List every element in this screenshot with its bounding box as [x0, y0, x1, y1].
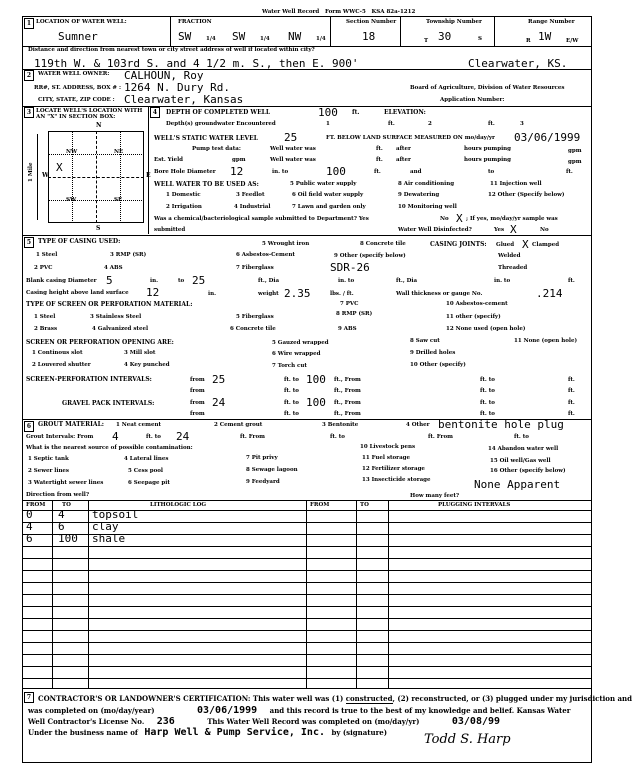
grav-ft-from: ft., From [334, 400, 361, 406]
joints-label: CASING JOINTS: [430, 241, 487, 248]
contam-12[interactable]: 12 Fertilizer storage [362, 466, 425, 472]
form-header [262, 9, 415, 15]
grout-3[interactable]: 3 Bentonite [322, 422, 359, 428]
gw-1: 1 [326, 121, 330, 127]
height-in: in. [208, 291, 217, 297]
grout-1[interactable]: 1 Neat cement [116, 422, 161, 428]
quarter-3: 1/4 [316, 36, 326, 42]
contam-16[interactable]: 16 Other (specify below) [490, 468, 566, 474]
bore-value: 12 [230, 165, 244, 178]
yield-ft: ft. [376, 157, 383, 163]
depth-label: DEPTH OF COMPLETED WELL [166, 109, 271, 116]
log-column-line [388, 500, 389, 688]
screen-5[interactable]: 5 Fiberglass [236, 314, 274, 320]
log-column-line [88, 500, 89, 688]
elevation-label: ELEVATION: [384, 109, 426, 116]
contam-9[interactable]: 9 Feedyard [246, 479, 280, 485]
township-suffix: S [478, 36, 482, 42]
log-row-2-desc: clay [92, 520, 119, 533]
log-row-line [22, 630, 592, 631]
contam-8[interactable]: 8 Sewage lagoon [246, 467, 298, 473]
scr-from-label-2: from [190, 388, 205, 394]
plug-header-intervals: PLUGGING INTERVALS [438, 502, 511, 508]
owner-value: CALHOUN, Roy [124, 69, 204, 82]
contam-5[interactable]: 5 Cess pool [128, 468, 163, 474]
gw-3: 3 [520, 121, 524, 127]
grout-4[interactable]: 4 Other [406, 422, 430, 428]
cert-line-1c: , (2) reconstructed, or (3) plugged under my jurisdiction and [392, 694, 632, 703]
scr-ft-to-4: ft. to [480, 388, 495, 394]
scr-ft-end-2: ft. [568, 388, 575, 394]
range-suffix: E/W [566, 38, 579, 44]
casing-6[interactable]: 6 Asbestos-Cement [236, 252, 295, 258]
perf-10[interactable]: 10 Other (specify) [410, 362, 466, 368]
perf-2[interactable]: 2 Louvered shutter [32, 362, 91, 368]
use-8[interactable]: 8 Air conditioning [398, 181, 455, 187]
cert-license-label: Well Contractor's License No. [28, 717, 145, 726]
plug-header-to: TO [360, 502, 369, 508]
chem-no[interactable]: No [440, 216, 449, 222]
range-number: 1W [538, 30, 552, 43]
cert-line-2 [28, 705, 570, 716]
grav-from-label: from [190, 400, 205, 406]
scr-from: 25 [212, 373, 226, 386]
blank-ft-dia: ft., Dia [258, 278, 280, 284]
sw-label: SW [66, 197, 77, 203]
use-12[interactable]: 12 Other (Specify below) [488, 192, 565, 198]
pump-well-water: Well water was [270, 146, 316, 152]
use-label: WELL WATER TO BE USED AS: [154, 181, 259, 188]
wall-value: .214 [536, 287, 563, 300]
cert-line-2b: and this record is true to the best of my knowledge and belief. Kansas Water [269, 706, 571, 715]
casing-3[interactable]: 3 RMP (SR) [110, 252, 147, 258]
groundwater-label: Depth(s) groundwater Encountered [166, 121, 276, 127]
plug-header-from: FROM [310, 502, 330, 508]
use-10[interactable]: 10 Monitoring well [398, 204, 457, 210]
casing-5[interactable]: 5 Wrought iron [262, 241, 310, 247]
nw-label: NW [66, 149, 78, 155]
blank-in: in. [150, 278, 159, 284]
log-column-line [52, 500, 53, 688]
log-header-lithologic: LITHOLOGIC LOG [150, 502, 207, 508]
bore-to: 100 [326, 165, 346, 178]
perf-label: SCREEN OR PERFORATION OPENING ARE: [26, 339, 174, 346]
grout-to: 24 [176, 430, 190, 443]
form-number: Form WWC-5 [325, 9, 366, 15]
log-row-3-desc: shale [92, 532, 126, 545]
contam-14[interactable]: 14 Abandon water well [488, 446, 559, 452]
cert-license-number: 236 [156, 716, 175, 727]
weight-value: 2.35 [284, 287, 311, 300]
contam-1[interactable]: 1 Septic tank [28, 456, 69, 462]
contam-7[interactable]: 7 Pit privy [246, 455, 278, 461]
static-value: 25 [284, 131, 298, 144]
cert-completed-label: was completed on (mo/day/year) [28, 706, 155, 715]
contam-label: What is the nearest source of possible contamination: [26, 445, 193, 451]
chem-question: Was a chemical/bacteriological sample submitted to Department? Yes [154, 216, 369, 222]
log-row-1-to: 4 [58, 508, 65, 521]
cert-line-1 [38, 694, 632, 703]
grout-intervals-label: Grout Intervals: From [26, 434, 94, 440]
contam-6[interactable]: 6 Seepage pit [128, 480, 170, 486]
section-5-number: 5 [24, 237, 34, 248]
scr-ft-to-3: ft. to [284, 388, 299, 394]
section-4-number: 4 [150, 107, 160, 118]
grout-from: 4 [112, 430, 119, 443]
grout-ft-to-3: ft. to [514, 434, 529, 440]
scr-ft-from: ft., From [334, 377, 361, 383]
pump-test-label: Pump test data: [192, 146, 241, 152]
screen-2[interactable]: 2 Brass [34, 326, 58, 332]
disinfect-yes[interactable]: Yes [494, 227, 505, 233]
fraction-label: FRACTION [178, 19, 212, 25]
yield-gpm: gpm [568, 159, 582, 165]
pump-after: after [396, 146, 411, 152]
log-row-1-desc: topsoil [92, 508, 139, 521]
use-11[interactable]: 11 Injection well [490, 181, 542, 187]
grav-ft-end: ft. [568, 400, 575, 406]
casing-7[interactable]: 7 Fiberglass [236, 265, 274, 271]
log-header-from: FROM [26, 502, 46, 508]
grav-from: 24 [212, 396, 226, 409]
disinfect-yes-mark: X [510, 223, 517, 236]
casing-label: TYPE OF CASING USED: [38, 238, 121, 245]
yield-after: after [396, 157, 411, 163]
address-label: RR#, ST. ADDRESS, BOX # : [34, 85, 121, 91]
mile-label: 1 Mile [28, 162, 34, 182]
casing-9[interactable]: 9 Other (specify below) [334, 253, 406, 259]
contam-13[interactable]: 13 Insecticide storage [362, 477, 431, 483]
quarter-2: 1/4 [260, 36, 270, 42]
scr-ft-end: ft. [568, 377, 575, 383]
screen-11[interactable]: 11 other (specify) [446, 314, 501, 320]
casing-sdr: SDR-26 [330, 261, 370, 274]
screen-3[interactable]: 3 Stainless Steel [90, 314, 142, 320]
use-3[interactable]: 3 Feedlot [236, 192, 265, 198]
perf-4[interactable]: 4 Key punched [124, 362, 170, 368]
grav-ft-from-2: ft., From [334, 411, 361, 417]
yield-well-water: Well water was [270, 157, 316, 163]
bore-ft-2: ft. [566, 169, 573, 175]
weight-label: weight [258, 291, 279, 297]
pump-gpm: gpm [568, 148, 582, 154]
perf-3[interactable]: 3 Mill slot [124, 350, 156, 356]
section-7-number: 7 [24, 692, 34, 703]
log-row-line [22, 594, 592, 595]
cert-constructed: constructed [345, 694, 393, 703]
location-label: LOCATION OF WATER WELL: [36, 19, 127, 25]
cert-completed-date: 03/06/1999 [197, 705, 258, 716]
log-row-3-from: 6 [26, 532, 33, 545]
north-label: N [96, 122, 102, 129]
log-header-to: TO [62, 502, 71, 508]
log-column-line [356, 500, 357, 688]
blank-ft-dia-2: ft., Dia [396, 278, 418, 284]
owner-label: WATER WELL OWNER: [38, 71, 110, 77]
casing-4[interactable]: 4 ABS [104, 265, 123, 271]
section-number-label: Section Number [346, 19, 397, 25]
perf-9[interactable]: 9 Drilled holes [410, 350, 456, 356]
section-2-number: 2 [24, 70, 34, 81]
log-row-line [22, 654, 592, 655]
pump-hours: hours pumping [464, 146, 512, 152]
gw-1-ft: ft. [388, 121, 395, 127]
section-3-number: 3 [24, 107, 34, 118]
section-number: 18 [362, 30, 376, 43]
screen-6[interactable]: 6 Concrete tile [230, 326, 276, 332]
grout-2[interactable]: 2 Cement grout [214, 422, 263, 428]
grout-ft-from: ft. From [240, 434, 265, 440]
log-row-line [22, 582, 592, 583]
city-value: Clearwater, Kansas [124, 93, 244, 106]
address-value: 1264 N. Dury Rd. [124, 81, 230, 94]
range-label: Range Number [528, 19, 575, 25]
weight-unit: lbs. / ft. [330, 291, 354, 297]
joint-clamped-mark: X [522, 238, 529, 251]
contam-other-value: None Apparent [474, 478, 561, 491]
screen-type-label: TYPE OF SCREEN OR PERFORATION MATERIAL: [26, 301, 193, 308]
range-prefix: R [526, 38, 531, 44]
grout-ft-to: ft. to [146, 434, 161, 440]
use-1[interactable]: 1 Domestic [166, 192, 201, 198]
depth-value: 100 [318, 106, 338, 119]
township-number: 30 [438, 30, 452, 43]
direction-label: Direction from well? [26, 492, 90, 498]
gw-2-ft: ft. [488, 121, 495, 127]
bore-ft: ft. [374, 169, 381, 175]
blank-casing-label: Blank casing Diameter [26, 278, 97, 284]
blank-to-value: 25 [192, 274, 206, 287]
contam-2[interactable]: 2 Sewer lines [28, 468, 70, 474]
log-row-line [22, 642, 592, 643]
chem-if-yes: ; If yes, mo/day/yr sample was [466, 216, 558, 222]
contam-11[interactable]: 11 Fuel storage [362, 455, 410, 461]
disinfect-label: Water Well Disinfected? [398, 227, 472, 233]
chem-no-mark: X [456, 212, 463, 225]
blank-in-to: in. to [338, 278, 355, 284]
log-row-1-from: 0 [26, 508, 33, 521]
scr-ft-to: ft. to [284, 377, 299, 383]
blank-ft: ft. [568, 278, 575, 284]
west-label: W [42, 172, 49, 179]
distance-label: Distance and direction from nearest town or city street address of well if located within city? [28, 47, 315, 53]
contam-4[interactable]: 4 Lateral lines [124, 456, 169, 462]
bore-label: Bore Hole Diameter [154, 169, 216, 175]
use-5[interactable]: 5 Public water supply [290, 181, 357, 187]
fraction-2: SW [232, 30, 246, 43]
grav-from-label-2: from [190, 411, 205, 417]
grout-ft-to-2: ft. to [330, 434, 345, 440]
scr-ft-from-2: ft., From [334, 388, 361, 394]
cert-record-label: This Water Well Record was completed on (mo/day/yr) [207, 717, 420, 726]
grav-ft-to-4: ft. to [480, 411, 495, 417]
perf-11[interactable]: 11 None (open hole) [514, 338, 578, 344]
locate-label: LOCATE WELL'S LOCATION WITH AN "X" IN SECTION BOX: [36, 108, 143, 120]
chem-submitted: submitted [154, 227, 186, 233]
screen-4[interactable]: 4 Galvanized steel [92, 326, 149, 332]
grav-ft-end-2: ft. [568, 411, 575, 417]
screen-1[interactable]: 1 Steel [34, 314, 56, 320]
log-row-2-from: 4 [26, 520, 33, 533]
cert-record-date: 03/08/99 [451, 716, 501, 727]
blank-to: to [178, 278, 185, 284]
screen-8[interactable]: 8 RMP (SR) [336, 311, 373, 317]
casing-8[interactable]: 8 Concrete tile [360, 241, 406, 247]
use-9[interactable]: 9 Dewatering [398, 192, 440, 198]
perf-5[interactable]: 5 Gauzed wrapped [272, 340, 329, 346]
bore-and: and [410, 169, 422, 175]
scr-from-label: from [190, 377, 205, 383]
perf-6[interactable]: 6 Wire wrapped [272, 351, 321, 357]
log-row-line [22, 678, 592, 679]
perf-7[interactable]: 7 Torch cut [272, 363, 307, 369]
blank-in-to-2: in. to [494, 278, 511, 284]
cert-line-4 [28, 727, 387, 738]
log-row-2-to: 6 [58, 520, 65, 533]
cert-line-1b: OR LANDOWNER'S CERTIFICATION: This water well was (1) [102, 694, 346, 703]
joint-threaded[interactable]: Threaded [498, 265, 528, 271]
how-many-feet-label: How many feet? [410, 493, 460, 499]
township-prefix: T [424, 38, 429, 44]
distance-value: 119th W. & 103rd S. and 4 1/2 m. S., then E. 900' [34, 57, 359, 70]
grav-ft-to-3: ft. to [284, 411, 299, 417]
fraction-1: SW [178, 30, 192, 43]
bore-to-2: to [488, 169, 495, 175]
gravel-label: GRAVEL PACK INTERVALS: [62, 400, 155, 407]
form-frame [22, 16, 592, 763]
distance-city: Clearwater, KS. [468, 57, 568, 70]
log-row-line [22, 618, 592, 619]
intervals-label: SCREEN-PERFORATION INTERVALS: [26, 376, 152, 383]
casing-2[interactable]: 2 PVC [34, 265, 53, 271]
perf-8[interactable]: 8 Saw cut [410, 338, 440, 344]
log-row-line [22, 558, 592, 559]
screen-10[interactable]: 10 Asbestos-cement [446, 301, 508, 307]
application-number-label: Application Number: [440, 97, 505, 103]
static-date: 03/06/1999 [514, 131, 581, 144]
grav-ft-to-2: ft. to [480, 400, 495, 406]
height-label: Casing height above land surface [26, 290, 129, 296]
log-column-line [306, 500, 307, 688]
county-value: Sumner [58, 30, 98, 43]
screen-7[interactable]: 7 PVC [340, 301, 359, 307]
height-value: 12 [146, 286, 160, 299]
grout-other-value: bentonite hole plug [438, 418, 564, 431]
contam-10[interactable]: 10 Livestock pens [360, 444, 416, 450]
grout-label: GROUT MATERIAL: [38, 421, 105, 428]
grav-to: 100 [306, 396, 326, 409]
gw-2: 2 [428, 121, 432, 127]
scr-ft-to-2: ft. to [480, 377, 495, 383]
cert-business-name: Harp Well & Pump Service, Inc. [144, 727, 325, 738]
board-label: Board of Agriculture, Division of Water Resources [410, 85, 565, 91]
city-label: CITY, STATE, ZIP CODE : [38, 97, 115, 103]
scr-to: 100 [306, 373, 326, 386]
contractor-signature: Todd S. Harp [424, 732, 511, 747]
log-row-3-to: 100 [58, 532, 78, 545]
pump-ft: ft. [376, 146, 383, 152]
quarter-1: 1/4 [206, 36, 216, 42]
east-label: E [146, 172, 151, 179]
yield-hours: hours pumping [464, 157, 512, 163]
joint-welded[interactable]: Welded [498, 253, 521, 259]
fraction-3: NW [288, 30, 302, 43]
screen-9[interactable]: 9 ABS [338, 326, 357, 332]
cert-contractor: CONTRACTOR'S [38, 694, 103, 703]
joint-glued[interactable]: Glued [496, 242, 515, 248]
section-6-number: 6 [24, 421, 34, 432]
log-row-line [22, 666, 592, 667]
depth-ft: ft. [352, 109, 360, 116]
ne-label: NE [114, 149, 124, 155]
use-4[interactable]: 4 Industrial [234, 204, 271, 210]
log-row-line [22, 570, 592, 571]
static-suffix: FT. BELOW LAND SURFACE MEASURED ON mo/day/yr [326, 135, 495, 141]
township-label: Township Number [426, 19, 482, 25]
contam-3[interactable]: 3 Watertight sewer lines [28, 480, 104, 486]
cert-line-3 [28, 716, 500, 727]
grout-ft-from-2: ft. From [428, 434, 453, 440]
joint-clamped[interactable]: Clamped [532, 242, 560, 248]
cert-business-label: Under the business name of [28, 728, 138, 737]
grav-ft-to: ft. to [284, 400, 299, 406]
est-yield-gpm: gpm [232, 157, 246, 163]
wall-label: Wall thickness or gauge No. [396, 291, 483, 297]
est-yield-label: Est. Yield [154, 157, 184, 163]
blank-diameter: 5 [106, 274, 113, 287]
use-7[interactable]: 7 Lawn and garden only [292, 204, 366, 210]
cert-signature-label: by (signature) [331, 728, 388, 737]
log-row-line [22, 546, 592, 547]
south-label: S [96, 225, 101, 232]
well-location-mark: X [56, 161, 63, 174]
bore-in-to: in. to [272, 169, 289, 175]
perf-1[interactable]: 1 Continous slot [32, 350, 83, 356]
section-1-number: 1 [24, 18, 34, 29]
screen-12[interactable]: 12 None used (open hole) [446, 326, 526, 332]
disinfect-no[interactable]: No [540, 227, 549, 233]
use-2[interactable]: 2 Irrigation [166, 204, 202, 210]
use-6[interactable]: 6 Oil field water supply [292, 192, 364, 198]
static-label: WELL'S STATIC WATER LEVEL [154, 135, 258, 142]
se-label: SE [114, 197, 123, 203]
log-row-line [22, 606, 592, 607]
form-ksa: KSA 82a-1212 [371, 9, 416, 15]
casing-1[interactable]: 1 Steel [36, 252, 58, 258]
contam-15[interactable]: 15 Oil well/Gas well [490, 458, 551, 464]
form-title: Water Well Record [262, 9, 320, 15]
